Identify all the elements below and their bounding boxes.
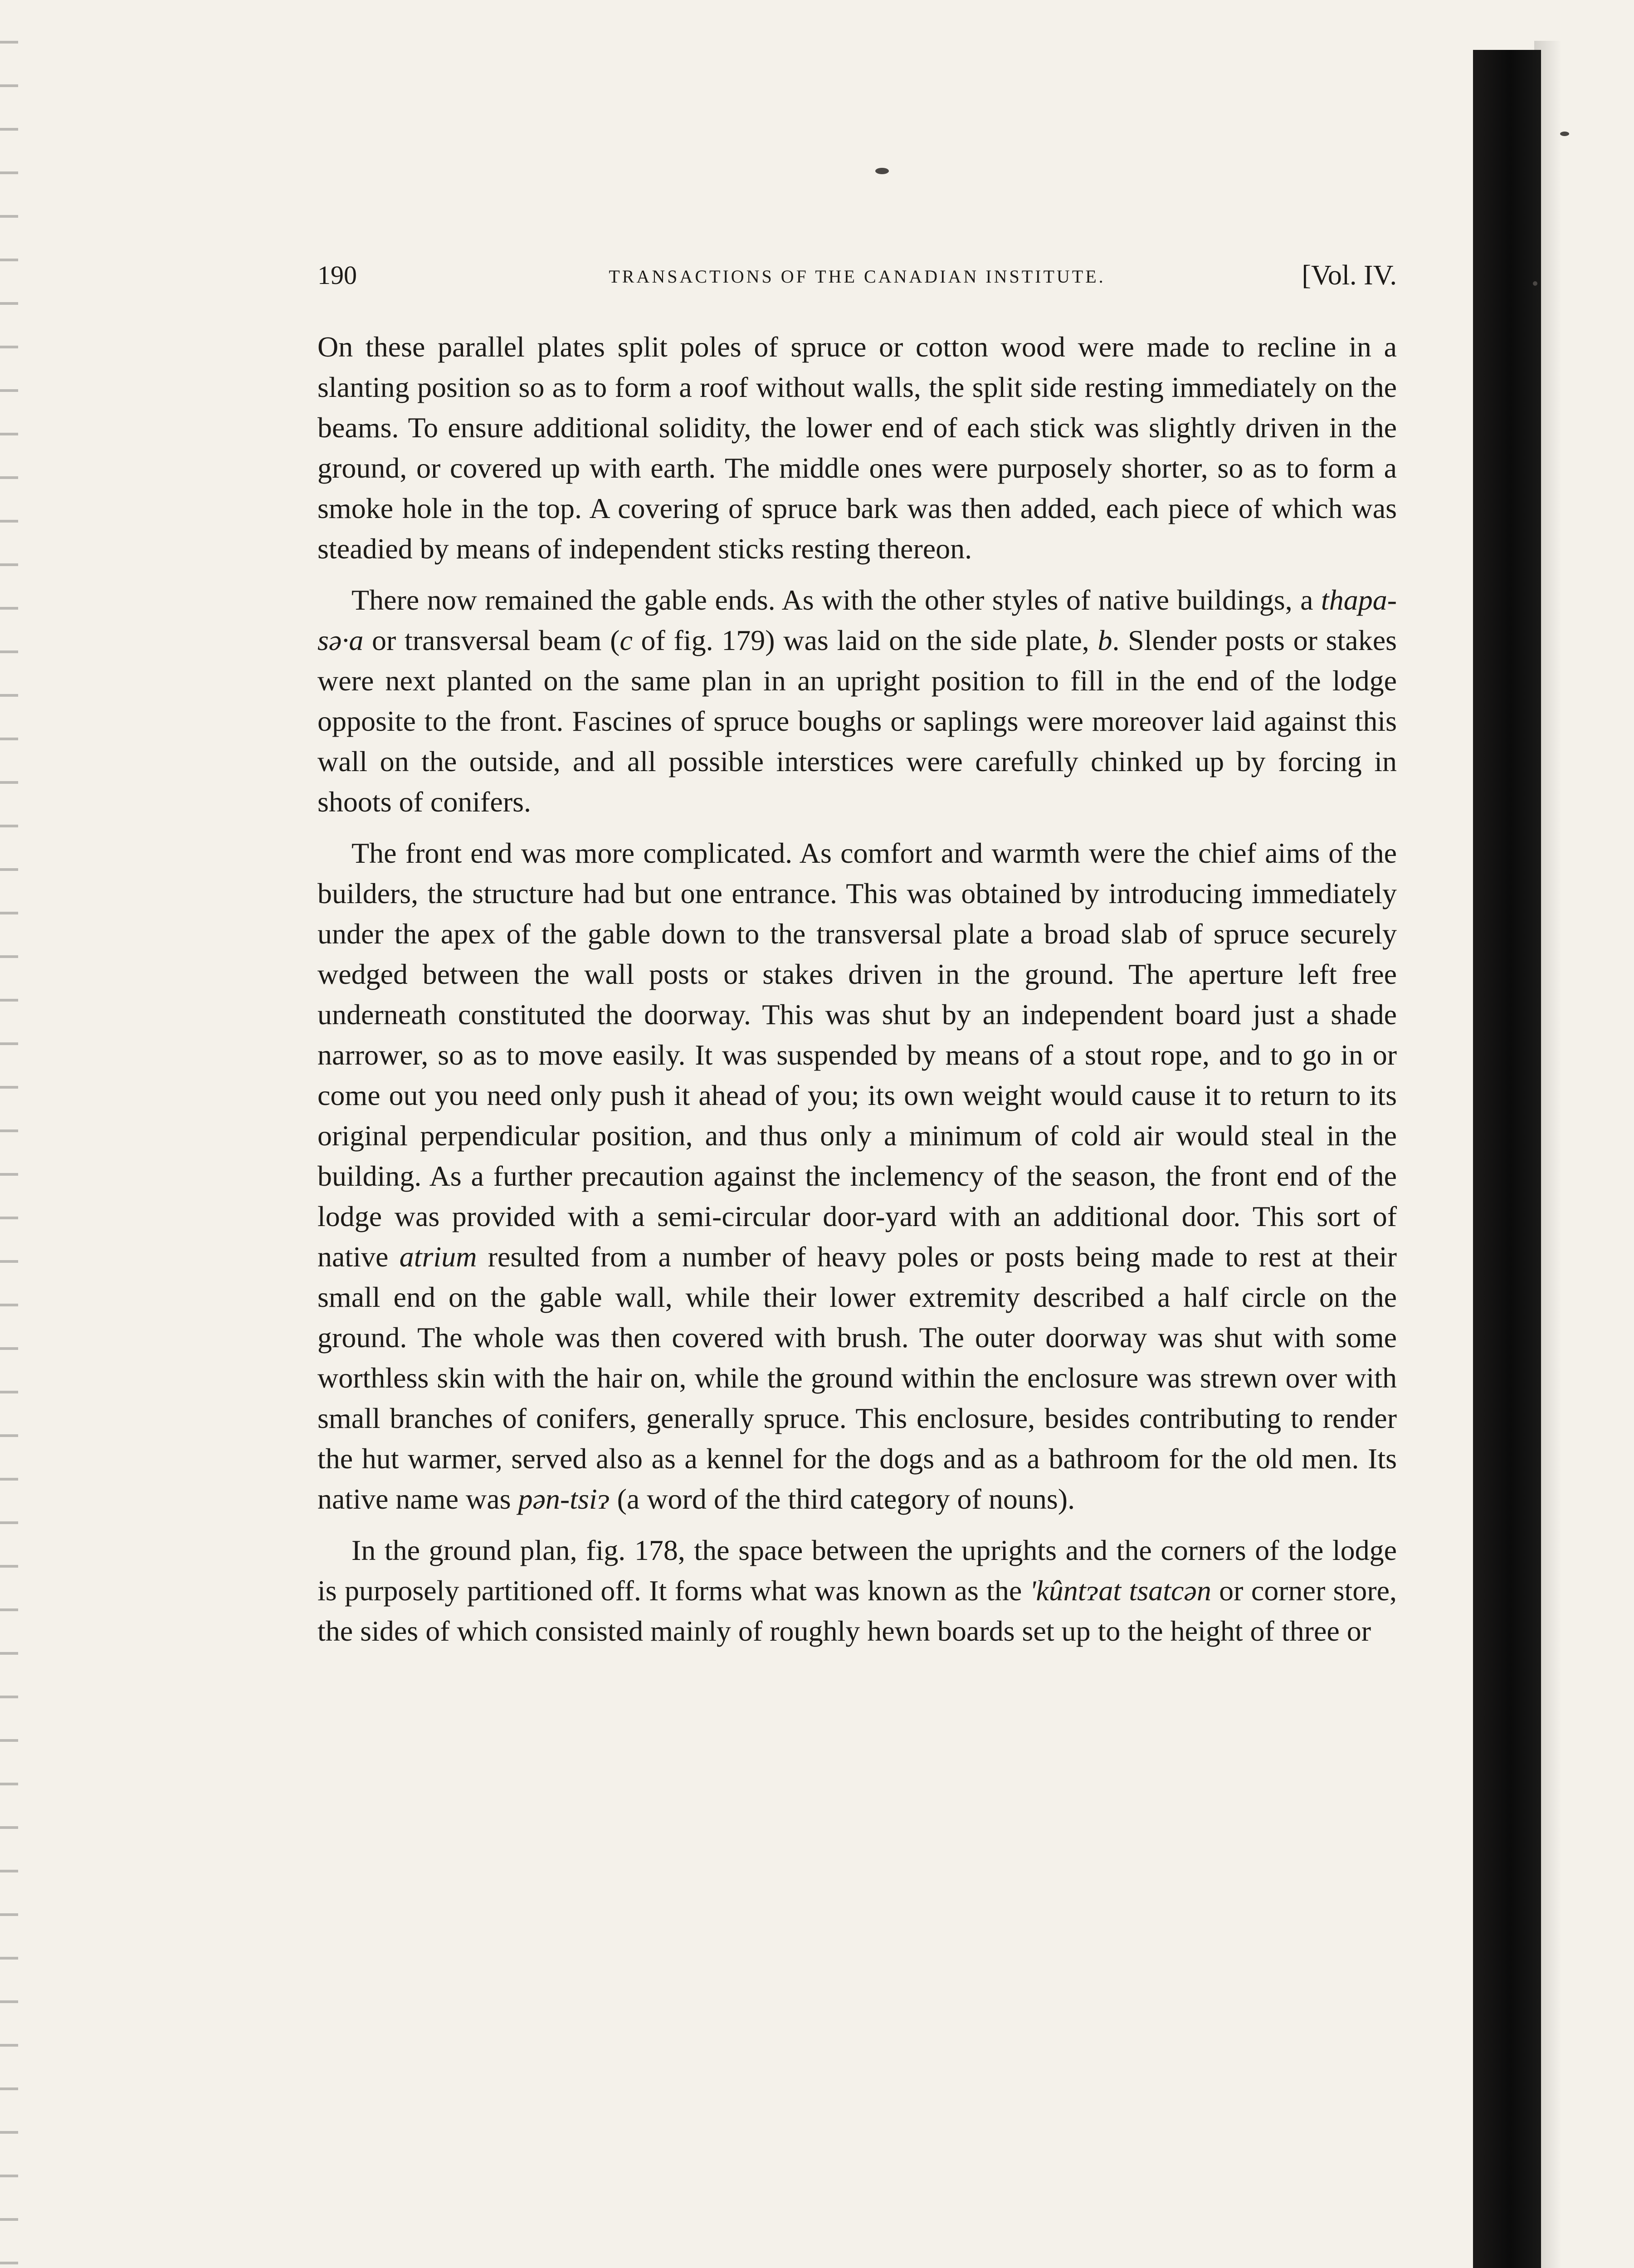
paragraph-text: . Slender posts or stakes were next planted on the same plan in an upright position to fill in the end of the lodge opposite to the front. Fascines of spruce boughs or saplings were moreover laid against this wall on the outside, and all possible interstices were carefully chinked up by forcing in shoots of conifers. — [317, 624, 1397, 818]
ink-speck — [1533, 281, 1537, 286]
figure-letter: b — [1097, 624, 1112, 656]
ink-speck — [1560, 132, 1569, 136]
paragraph-text: In the ground plan, fig. 178, the space between the uprights and the corners of the lodge is purposely partitioned off. It forms what was known as the — [317, 1534, 1397, 1607]
paragraph-front-end — [317, 833, 1397, 1519]
volume-label: [Vol. IV. — [1302, 260, 1397, 291]
figure-letter: c — [619, 624, 633, 656]
running-title: TRANSACTIONS OF THE CANADIAN INSTITUTE. — [609, 266, 1106, 287]
paragraph-text: resulted from a number of heavy poles or posts being made to rest at their small end on the gable wall, while their lower extremity described a half circle on the ground. The whole was then covered with brush. The outer doorway was shut with some worthless skin with the hair on, while the ground within the enclosure was strewn over with small branches of conifers, generally spruce. This enclosure, besides contributing to render the hut warmer, served also as a kennel for the dogs and as a bathroom for the old men. Its native name was — [317, 1241, 1397, 1515]
paragraph-text: There now remained the gable ends. As with the other styles of native buildings, a — [351, 584, 1321, 616]
native-term: pən-tsiɂ — [518, 1483, 610, 1515]
native-term: thapa-sə·a — [317, 584, 1397, 656]
running-header — [317, 259, 1397, 291]
paragraph-text: or corner store, the sides of which consisted mainly of roughly hewn boards set up to the height of three or — [317, 1574, 1397, 1647]
paragraph-text: The front end was more complicated. As comfort and warmth were the chief aims of the builders, the structure had but one entrance. This was obtained by introducing immediately under the apex of the gable down to the transversal plate a broad slab of spruce securely wedged between the wall posts or stakes driven in the ground. The aperture left free underneath constituted the doorway. This was shut by an independent board just a shade narrower, so as to move easily. It was suspended by means of a stout rope, and to go in or come out you need only push it ahead of you; its own weight would cause it to return to its original perpendicular position, and thus only a minimum of cold air would steal in the building. As a further precaution against the inclemency of the season, the front end of the lodge was provided with a semi-circular door-yard with an additional door. This sort of native — [317, 837, 1397, 1273]
ink-speck — [875, 168, 889, 174]
paragraph-roof — [317, 327, 1397, 569]
body-text — [317, 327, 1397, 2232]
paragraph-text: (a word of the third category of nouns). — [610, 1483, 1075, 1515]
page-edge-bar — [1473, 50, 1541, 2268]
paragraph-text: On these parallel plates split poles of spruce or cotton wood were made to recline in a slanting position so as to form a roof without walls, the split side resting immediately on the beams. To ensure additional solidity, the lower end of each stick was slightly driven in the ground, or covered up with earth. The middle ones were purposely shorter, so as to form a smoke hole in the top. A covering of spruce bark was then added, each piece of which was steadied by means of independent sticks resting thereon. — [317, 331, 1397, 565]
native-term: atrium — [399, 1241, 477, 1273]
page-number: 190 — [317, 260, 357, 290]
paragraph-ground-plan — [317, 1530, 1397, 1651]
native-term: 'kûntɂat tsatcən — [1029, 1574, 1211, 1607]
paragraph-text: of fig. 179) was laid on the side plate, — [632, 624, 1098, 656]
paragraph-gable-ends — [317, 580, 1397, 822]
paragraph-text: or transversal beam ( — [363, 624, 620, 656]
scan-margin-speckle — [0, 0, 18, 2268]
